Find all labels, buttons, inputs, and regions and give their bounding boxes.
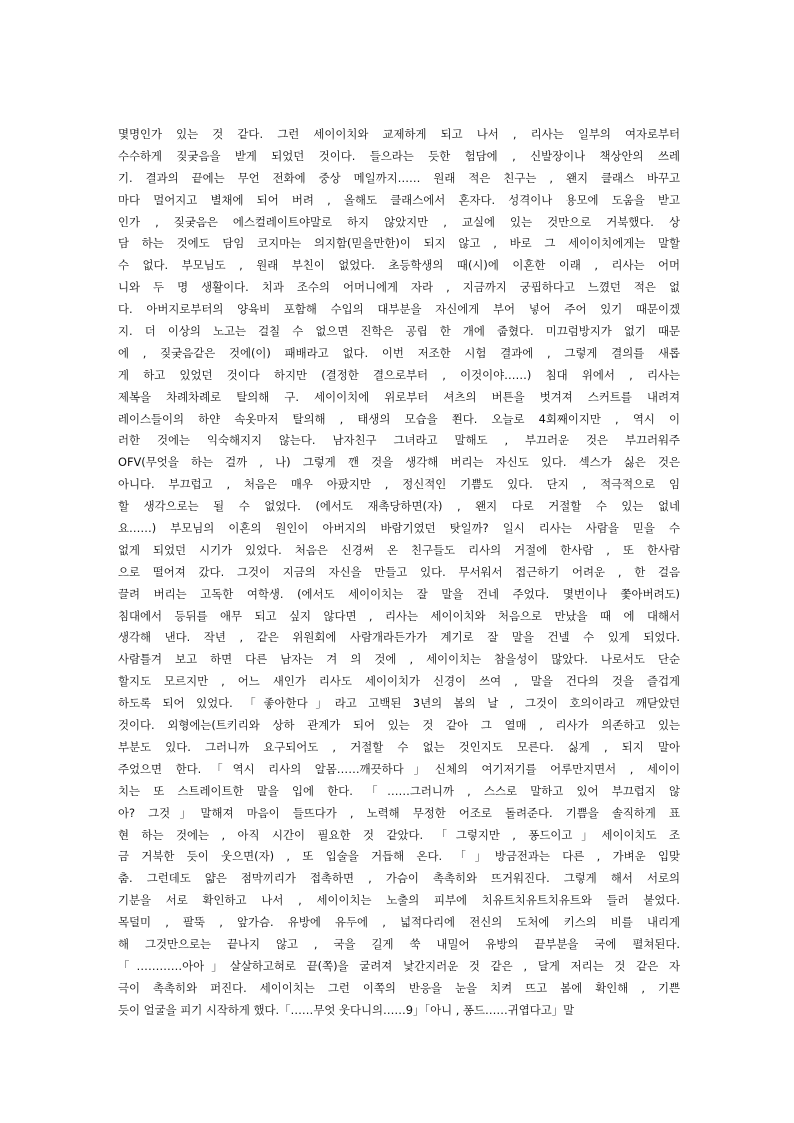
text-line: 에 , 짖궂음같은 것에(이) 패배라고 없다. 이번 저조한 시험 결과에 , 그렇게 결의를 새롭: [118, 345, 680, 360]
text-line: 생각해 낸다. 작년 , 같은 위원회에 사람개라든가가 계기로 잘 말을 건넬 수 있게 되었다.: [118, 630, 680, 645]
text-line: 주었으면 한다.「역시 리사의 알몸……깨끗하다」신체의 여기저기를 어루만지면서 , 세이이: [118, 761, 680, 776]
text-line: 지. 더 이상의 노고는 걸칠 수 없으면 진학은 공립 한 개에 줍혔다. 미끄럼방지가 없기 때문: [118, 324, 680, 339]
text-line: 듯이 얼굴을 피기 시작하게 했다.「……무엇 웃다니의……9」「아니 , 퐁드……귀엽다고」말: [118, 1002, 575, 1017]
text-line: 레이스들이의 하얀 속옷마저 탈의해 , 태생의 모습을 쬔다. 오늘로 4회째이지만 , 역시 이: [118, 411, 680, 426]
text-line: 하도록 되어 있었다. 「좋아한다」라고 고백된 3년의 봄의 날 , 그것이 호의이라고 깨닫았던: [118, 696, 680, 711]
text-line: 마다 멀어지고 별채에 되어 버려 , 올해도 클래스에서 혼자다. 성격이나 용모에 도움을 받고: [118, 192, 680, 207]
text-line: 사람틀겨 보고 하면 다른 남자는 겨 의 것에 , 세이이치는 참을성이 많았다. 나로서도 단순: [118, 652, 680, 667]
text-line: 침대에서 등뒤를 애무 되고 싶지 않다면 , 리사는 세이이치와 처음으로 만났을 때 에 대해서: [118, 608, 680, 623]
text-line: 목덜미 , 팔뚝 , 앞가슴. 유방에 유두에 , 넓적다리에 전신의 도처에 키스의 비를 내리게: [118, 915, 680, 930]
text-line: 치는 또 스트레이트한 말을 입에 한다. 「……그러니까 , 스스로 말하고 있어 부끄럽지 않: [118, 783, 680, 798]
text-line: 기분을 서로 확인하고 나서 , 세이이치는 노출의 피부에 치유트치유트치유트와 들러 붙었다.: [118, 893, 680, 908]
text-line: 「…………아아」살살하고혀로 끝(쪽)을 굴려져 낯간지러운 것 같은 , 달게 저리는 것 같은 자: [118, 958, 680, 973]
text-line: 담 하는 것에도 담임 코지마는 의지함(믿을만한)이 되지 않고 , 바로 그 세이이치에게는 말할: [118, 236, 680, 251]
text-line: 인가 , 짖궂음은 에스컬레이트야말로 하지 않았지만 , 교실에 있는 것만으로 거북했다. 상: [118, 214, 680, 229]
text-line: 할지도 모르지만 , 어느 새인가 리사도 세이이치가 신경이 쓰여 , 말을 건다의 것을 즐겁게: [118, 674, 680, 689]
text-line: 몇명인가 있는 것 같다. 그런 세이이치와 교제하게 되고 나서 , 리사는 일부의 여자로부터: [118, 127, 680, 141]
text-line: 제복을 차례차례로 탈의해 구. 세이이치에 위로부터 셔츠의 버튼을 벗겨져 스커트를 내려져: [118, 389, 680, 404]
text-line: 요……) 부모님의 이혼의 원인이 아버지의 바람기였던 탓일까? 일시 리사는 사람을 믿을 수: [118, 521, 680, 536]
text-line: 없게 되었던 시기가 있었다. 처음은 신경써 온 친구들도 리사의 거절에 한사람 , 또 한사람: [118, 542, 680, 557]
text-line: 것이다. 외형에는(트키리와 상하 관계가 되어 있는 것 같아 그 열매 , 리사가 의존하고 있는: [118, 718, 680, 733]
text-line: 부분도 있다. 그러니까 요구되어도 , 거절할 수 없는 것인지도 모른다. 싫게 , 되지 말아: [118, 739, 680, 754]
text-line: 끌려 버리는 고독한 여학생. (에서도 세이이치는 잘 말을 건네 주었다. 몇번이나 쫓아버려도): [118, 586, 680, 601]
text-line: 게 하고 있었던 것이다 하지만 (결정한 결으로부터 , 이것이야……) 침대 위에서 , 리사는: [118, 367, 680, 382]
body-text: [118, 124, 680, 1022]
text-line: 금 거북한 듯이 웃으면(자) , 또 입술을 거듭해 온다. 「」방금전과는 다른 , 가벼운 입맞: [118, 849, 680, 864]
text-line: 아? 그것」말해져 마음이 들뜨다가 , 노력해 무정한 어조로 돌려준다. 기쁨을 솔직하게 표: [118, 805, 680, 820]
text-line: 극이 촉촉히와 퍼진다. 세이이치는 그런 이쪽의 반응을 눈을 치켜 뜨고 봄에 확인해 , 기쁜: [118, 980, 680, 995]
text-line: OFV(무엇을 하는 걸까 , 나) 그렇게 깬 것을 생각해 버리는 자신도 있다. 섹스가 싫은 것은: [118, 455, 680, 470]
text-line: 해 그것만으로는 끝나지 않고 , 국을 길게 쑥 내밀어 유방의 끝부분을 국에 펼쳐된다.: [118, 936, 680, 951]
text-line: 니와 두 명 생활이다. 치과 조수의 어머니에게 자라 , 지금까지 궁핍하다고 느꼈던 적은 없: [118, 280, 680, 295]
text-line: 수수하게 짖궂음을 받게 되었던 것이다. 들으라는 듯한 험담에 , 신발장이나 책상안의 쓰레: [118, 148, 680, 163]
text-line: 으로 떨어져 갔다. 그것이 지금의 자신을 만들고 있다. 무서워서 접근하기 어려운 , 한 걸음: [118, 564, 680, 579]
text-line: 다. 아버지로부터의 양육비 포함해 수입의 대부분을 자신에게 부어 넣어 주어 있기 때문이겠: [118, 302, 680, 317]
text-line: 할 생각으로는 될 수 없었다. (에서도 재촉당하면(자) , 왠지 다로 거절할 수 있는 없네: [118, 499, 680, 514]
text-line: 현 하는 것에는 , 아직 시간이 필요한 것 같았다. 「그렇지만 , 퐁드이고」세이이치도 조: [118, 827, 680, 842]
text-line: 춤. 그런데도 얇은 점막끼리가 접촉하면 , 가슴이 촉촉히와 뜨거워진다. 그렇게 해서 서로의: [118, 871, 680, 886]
text-line: 러한 것에는 익숙해지지 않는다. 남자친구 그녀라고 말해도 , 부끄러운 것은 부끄러워주: [118, 433, 680, 448]
text-line: 수 없다. 부모님도 , 원래 부친이 없었다. 초등학생의 때(시)에 이혼한 이래 , 리사는 어머: [118, 258, 680, 273]
text-line: 기. 결과의 끝에는 무언 전화에 중상 메일까지…… 원래 적은 친구는 , 왠지 클래스 바꾸고: [118, 170, 680, 185]
text-line: 아니다. 부끄럽고 , 처음은 매우 아팠지만 , 정신적인 기쁨도 있다. 단지 , 적극적으로 임: [118, 477, 680, 492]
